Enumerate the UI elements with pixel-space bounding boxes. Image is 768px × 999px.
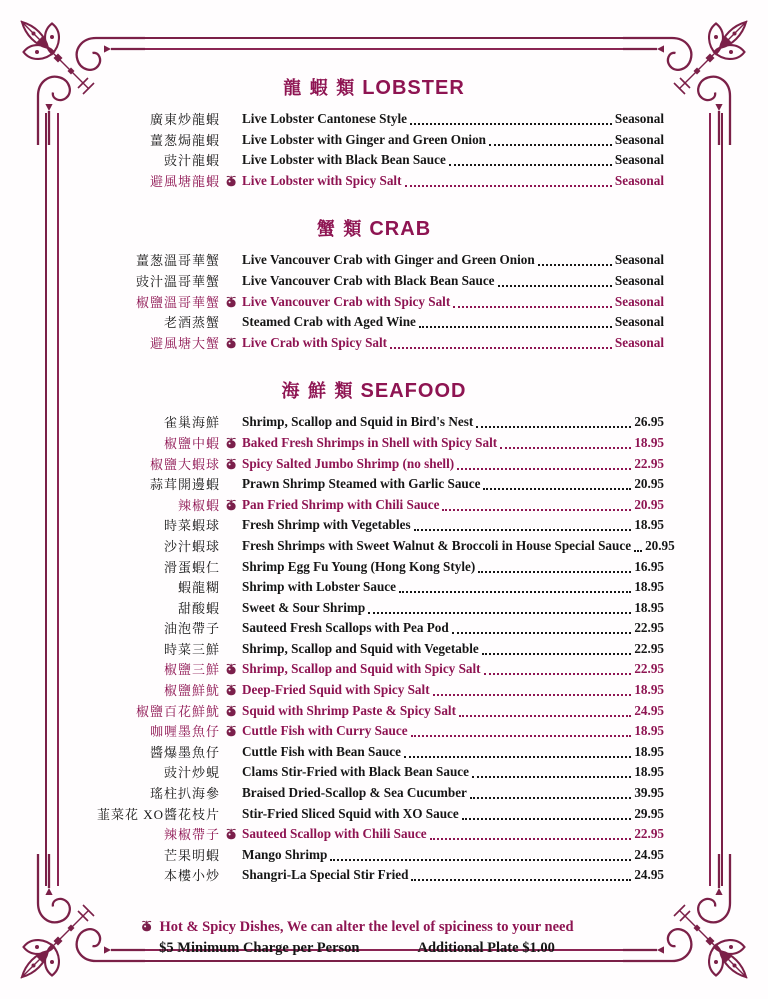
spicy-marker [220,272,242,288]
menu-item-row [50,537,675,558]
menu-item-row [50,763,664,784]
dish-name-en: Shrimp, Scallop and Squid with Spicy Salt [242,661,481,677]
dish-price: 22.95 [634,826,664,842]
dots-leader [498,272,612,287]
dish-name-en: Prawn Shrimp Steamed with Garlic Sauce [242,476,481,492]
dish-price: 29.95 [634,805,664,821]
spicy-marker [220,434,242,450]
dish-name-zh: 甜酸蝦 [177,600,220,616]
menu-item-row [50,434,664,455]
menu-content [50,74,675,957]
spicy-marker [220,805,242,821]
dots-leader [419,313,612,328]
additional-plate-note: Additional Plate $1.00 [417,940,555,956]
section-title [50,215,664,242]
spicy-marker [220,722,242,738]
footer-spicy-note [50,919,664,936]
spicy-marker [220,825,242,841]
spicy-marker [220,599,242,615]
menu-item-row [50,131,664,152]
menu-item-row [50,846,664,867]
dots-leader [500,434,631,449]
menu-item-row [50,151,664,172]
menu-item-row [50,334,664,355]
spicy-marker [220,413,242,429]
dish-price: 18.95 [634,434,664,450]
dish-name-zh: 蒜茸開邊蝦 [149,477,220,493]
dish-price: 20.95 [634,476,664,492]
spicy-marker [220,131,242,147]
dish-name-en: Shangri-La Special Stir Fried [242,867,409,883]
dots-leader [452,619,632,634]
menu-item-row [50,743,664,764]
dish-name-zh: 老酒蒸蟹 [163,315,220,331]
dish-price: Seasonal [614,131,664,147]
chili-pepper-icon [225,458,237,471]
dish-name-zh: 豉汁龍蝦 [163,153,220,169]
menu-item-row [50,640,664,661]
menu-section [50,74,664,192]
menu-section [50,215,664,354]
spicy-marker [220,334,242,350]
menu-item-row [50,455,664,476]
dish-name-zh: 薑葱焗龍蝦 [149,132,220,148]
dish-price: Seasonal [614,111,664,126]
menu-item-row [50,784,664,805]
menu-item-row [50,496,664,517]
dish-name-zh: 芒果明蝦 [163,847,220,863]
dots-leader [390,334,612,349]
dish-price: 26.95 [634,414,664,430]
dots-leader [489,131,612,146]
menu-item-row [50,313,664,334]
menu-item-row [50,722,664,743]
menu-item-row [50,293,664,314]
dish-price: 24.95 [634,846,664,862]
section-rows [50,251,664,354]
dish-name-zh: 豉汁溫哥華蟹 [135,273,220,289]
dish-name-zh: 辣椒蝦 [177,497,220,513]
dish-price: 20.95 [634,496,664,512]
dots-leader [330,846,631,861]
spicy-marker [220,251,242,267]
menu-item-row [50,475,664,496]
dish-price: 39.95 [634,785,664,801]
dots-leader [462,805,632,820]
dish-price: 16.95 [634,558,664,574]
spicy-marker [220,660,242,676]
dish-price: 18.95 [634,599,664,615]
section-title-en: CRAB [369,218,432,241]
dots-leader [410,110,612,125]
dots-leader [478,558,631,573]
chili-pepper-icon [225,437,237,450]
dots-leader [411,866,631,881]
dots-leader [433,681,632,696]
spicy-marker [220,763,242,779]
menu-item-row [50,578,664,599]
menu-section [50,377,675,887]
section-title [50,74,664,101]
spicy-marker [220,558,242,574]
dish-price: Seasonal [614,314,664,330]
dish-name-en: Fresh Shrimps with Sweet Walnut & Broccoli in House Special Sauce [242,537,632,553]
dish-name-zh: 蝦龍糊 [177,580,220,596]
footer-charges [50,940,664,957]
spicy-marker [220,702,242,718]
dots-leader [442,496,631,511]
spicy-marker [220,475,242,491]
spicy-marker [220,151,242,167]
spicy-marker [220,681,242,697]
dish-price: Seasonal [614,152,664,168]
dish-name-zh: 豉汁炒蜆 [163,765,220,781]
section-title [50,377,664,404]
dish-name-en: Spicy Salted Jumbo Shrimp (no shell) [242,455,455,471]
spicy-marker [220,578,242,594]
dish-name-zh: 廣東炒龍蝦 [149,112,220,127]
dots-leader [476,413,631,428]
dish-price: 22.95 [634,640,664,656]
dots-leader [634,537,642,552]
dish-name-zh: 韮菜花 XO醬花枝片 [96,806,220,822]
chili-pepper-icon [225,499,237,512]
menu-item-row [50,866,664,887]
dish-name-en: Live Lobster with Ginger and Green Onion [242,131,486,147]
dish-name-en: Live Crab with Spicy Salt [242,334,388,350]
dish-name-en: Live Lobster with Black Bean Sauce [242,152,446,168]
dish-price: Seasonal [614,252,664,268]
dish-name-zh: 薑葱溫哥華蟹 [135,253,220,269]
spicy-marker [220,110,242,126]
dish-price: 18.95 [634,579,664,595]
dish-name-zh: 椒鹽中蝦 [163,435,220,451]
dish-name-en: Live Vancouver Crab with Black Bean Sauce [242,272,495,288]
chili-pepper-icon [225,828,237,841]
spicy-marker [220,293,242,309]
dish-name-zh: 時菜蝦球 [163,518,220,534]
chili-pepper-icon [225,725,237,738]
dish-price: Seasonal [614,172,664,188]
dots-leader [449,151,612,166]
menu-item-row [50,702,664,723]
spicy-marker [220,743,242,759]
dots-leader [459,702,631,717]
dish-price: 18.95 [634,723,664,739]
menu-item-row [50,251,664,272]
chili-pepper-icon [225,663,237,676]
dish-name-en: Shrimp, Scallop and Squid in Bird's Nest [242,414,474,430]
dish-name-en: Live Lobster with Spicy Salt [242,172,402,188]
section-rows [50,413,675,887]
dots-leader [483,475,631,490]
dish-name-en: Pan Fried Shrimp with Chili Sauce [242,496,440,512]
section-title-en: SEAFOOD [360,380,467,403]
spicy-marker [220,846,242,862]
menu-item-row [50,516,664,537]
dish-name-en: Steamed Crab with Aged Wine [242,314,416,330]
spicy-marker [220,313,242,329]
dish-name-en: Sweet & Sour Shrimp [242,599,366,615]
dish-name-en: Squid with Shrimp Paste & Spicy Salt [242,702,456,718]
dish-name-zh: 油泡帶子 [163,621,220,637]
dish-name-zh: 本樓小炒 [163,868,220,884]
chili-pepper-icon [225,705,237,718]
dots-leader [538,251,612,266]
dish-price: 22.95 [634,620,664,636]
section-title-en: LOBSTER [362,77,465,99]
spicy-marker [220,619,242,635]
dish-name-zh: 瑤柱扒海參 [149,786,220,802]
dish-name-en: Baked Fresh Shrimps in Shell with Spicy Salt [242,434,498,450]
dish-name-zh: 辣椒帶子 [163,827,220,843]
menu-item-row [50,825,664,846]
menu-footer [50,919,664,957]
menu-item-row [50,172,664,193]
dots-leader [470,784,631,799]
dish-name-zh: 椒鹽百花鮮魷 [135,703,220,719]
menu-item-row [50,110,664,131]
spicy-marker [220,516,242,532]
dots-leader [472,763,631,778]
spicy-marker [220,784,242,800]
spicy-marker [220,866,242,882]
spicy-marker [220,455,242,471]
dish-price: 18.95 [634,517,664,533]
menu-item-row [50,619,664,640]
dish-price: 20.95 [645,537,675,553]
dots-leader [399,578,631,593]
dish-name-zh: 滑蛋蝦仁 [163,559,220,575]
dish-price: 18.95 [634,764,664,780]
dish-name-en: Cuttle Fish with Curry Sauce [242,723,408,739]
chili-pepper-icon [225,175,237,188]
dish-name-zh: 避風塘龍蝦 [149,173,220,189]
dish-name-zh: 時菜三鮮 [163,641,220,657]
dots-leader [405,172,612,187]
dish-price: 24.95 [634,702,664,718]
dish-name-en: Shrimp, Scallop and Squid with Vegetable [242,640,479,656]
menu-item-row [50,558,664,579]
dish-price: Seasonal [614,272,664,288]
menu-item-row [50,681,664,702]
dish-name-en: Fresh Shrimp with Vegetables [242,517,411,533]
menu-item-row [50,805,664,826]
chili-pepper-icon [225,296,237,309]
dots-leader [430,825,632,840]
dish-name-zh: 咖喱墨魚仔 [149,724,220,740]
dish-price: Seasonal [614,334,664,350]
dish-name-zh: 雀巢海鮮 [163,415,220,431]
dots-leader [482,640,632,655]
dish-name-en: Sauteed Scallop with Chili Sauce [242,826,427,842]
dish-name-en: Shrimp with Lobster Sauce [242,579,396,595]
dish-price: 24.95 [634,867,664,883]
dish-name-en: Shrimp Egg Fu Young (Hong Kong Style) [242,558,476,574]
dish-name-en: Live Vancouver Crab with Ginger and Green Onion [242,252,535,268]
dish-name-zh: 醬爆墨魚仔 [149,744,220,760]
dish-name-en: Stir-Fried Sliced Squid with XO Sauce [242,805,459,821]
spicy-marker [220,172,242,188]
dish-name-en: Live Lobster Cantonese Style [242,111,407,126]
dish-name-en: Clams Stir-Fried with Black Bean Sauce [242,764,469,780]
section-title-zh: 海 鮮 類 [281,381,355,402]
dots-leader [484,660,632,675]
dish-name-en: Live Vancouver Crab with Spicy Salt [242,293,451,309]
dots-leader [368,599,631,614]
dots-leader [404,743,631,758]
dish-name-en: Deep-Fried Squid with Spicy Salt [242,682,430,698]
menu-sections [50,74,675,887]
dish-name-zh: 沙汁蝦球 [163,538,220,554]
dish-name-en: Cuttle Fish with Bean Sauce [242,743,401,759]
menu-item-row [50,413,664,434]
spicy-marker [220,537,242,553]
dish-name-zh: 椒鹽溫哥華蟹 [135,294,220,310]
dots-leader [411,722,632,737]
spicy-marker [220,640,242,656]
dish-price: 22.95 [634,661,664,677]
dots-leader [453,293,612,308]
dish-name-zh: 避風塘大蟹 [149,335,220,351]
dish-name-zh: 椒鹽鮮魷 [163,683,220,699]
dish-name-zh: 椒鹽大蝦球 [149,456,220,472]
menu-item-row [50,272,664,293]
chili-pepper-icon [225,684,237,697]
dish-name-en: Sauteed Fresh Scallops with Pea Pod [242,620,449,636]
dish-name-zh: 椒鹽三鮮 [163,662,220,678]
spicy-marker [220,496,242,512]
dish-price: 22.95 [634,455,664,471]
dish-price: 18.95 [634,682,664,698]
dish-name-en: Braised Dried-Scallop & Sea Cucumber [242,785,467,801]
dish-price: Seasonal [614,293,664,309]
dots-leader [414,516,632,531]
section-title-zh: 蟹 類 [316,219,364,240]
section-rows [50,110,664,192]
menu-item-row [50,599,664,620]
minimum-charge-note: $5 Minimum Charge per Person [159,940,360,956]
section-title-zh: 龍 蝦 類 [283,78,357,98]
dish-price: 18.95 [634,743,664,759]
menu-item-row [50,660,664,681]
footer-spicy-note-text: Hot & Spicy Dishes, We can alter the level of spiciness to your need [159,919,574,935]
dish-name-en: Mango Shrimp [242,846,328,862]
chili-pepper-icon [140,920,153,933]
dots-leader [457,455,631,470]
chili-pepper-icon [225,337,237,350]
